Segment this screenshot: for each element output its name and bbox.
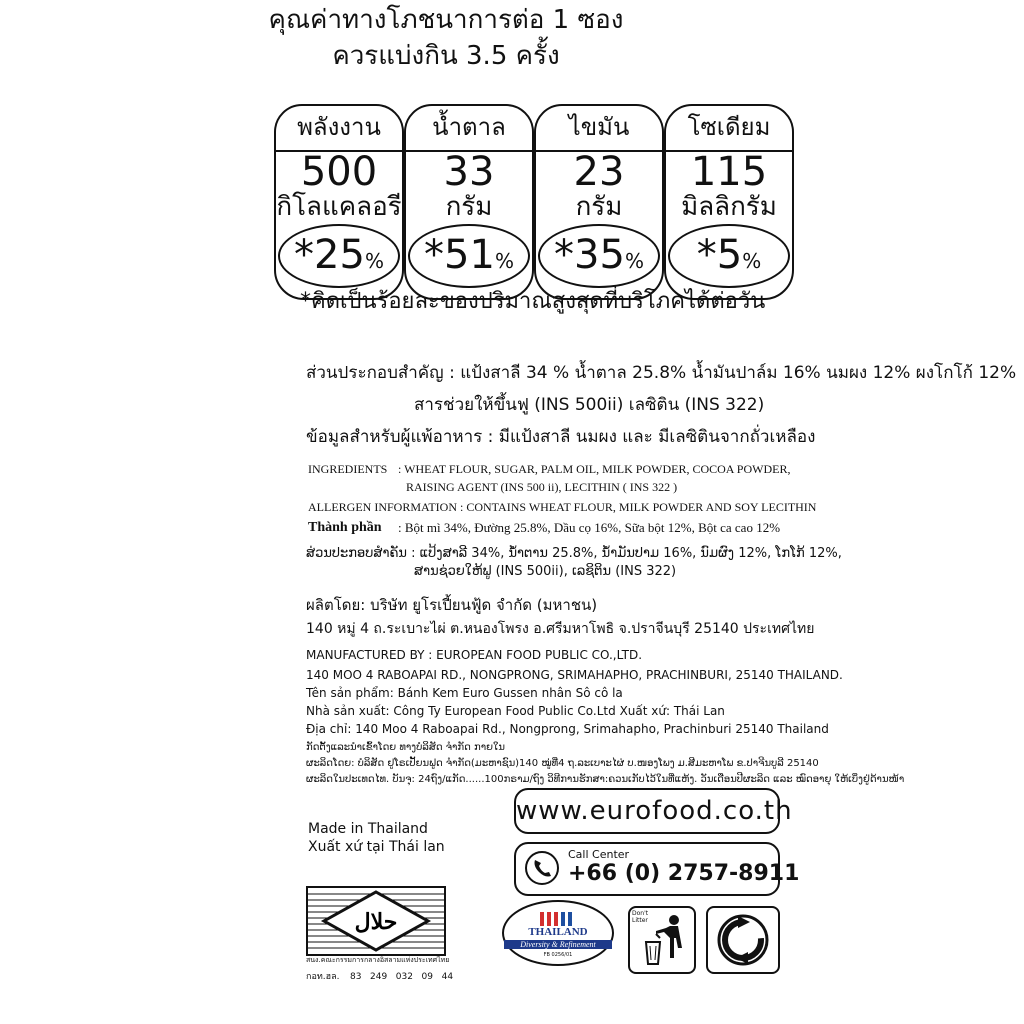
ingredients-en: : WHEAT FLOUR, SUGAR, PALM OIL, MILK POWDER, COCOA POWDER,: [398, 462, 791, 476]
ingredients-vn: : Bột mì 34%, Đường 25.8%, Dầu cọ 16%, Sữa bột 12%, Bột ca cao 12%: [398, 520, 781, 535]
gda-sugar: [404, 104, 534, 292]
ingredients-lao-2: ສານຊ່ວຍໃຫ້ຟູ (INS 500ii), ເລຊິຕິນ (INS 322): [414, 564, 677, 579]
ingredients-th: ส่วนประกอบสำคัญ : แป้งสาลี 34 % น้ำตาล 25.8% น้ำมันปาล์ม 16% นมผง 12% ผงโกโก้ 12%: [306, 363, 1017, 383]
svg-text:حلال: حلال: [354, 909, 398, 935]
thailand-brand-tagline: Diversity & Refinement: [504, 940, 612, 949]
manufacturer-vn: Nhà sản xuất: Công Ty European Food Public Co.Ltd Xuất xứ: Thái Lan: [306, 704, 725, 718]
dont-litter-label: Don't Litter: [632, 910, 649, 924]
gda-sodium: [664, 104, 794, 292]
manufacturer-lao: ຜະລິດໂດຍ: ບໍລິສັດ ຢູໂຣເປັ້ຍນຟູດ ຈຳກັດ(ມະຫາຊົນ)140 ໝູ່ທີ່4 ຖ.ລະເບາະໄຜ່ ບ.ໜອງໂພງ ມ.ສີມະຫາໂພ ຂ.ປາຈີນບູລີ 25140: [306, 758, 819, 769]
call-center-number[interactable]: +66 (0) 2757-8911: [568, 861, 800, 886]
gda-percent: *25%: [278, 224, 400, 288]
phone-icon: [524, 850, 560, 886]
recycle-icon: [706, 906, 780, 974]
website-box: [514, 788, 793, 834]
importer-lao: ກັດຕັ້ງແລະນຳເຂົ້າໂດຍ ທາງບໍລິສັດ ຈຳກັດ ກາຍໃນ: [306, 742, 506, 753]
allergen-en: ALLERGEN INFORMATION : CONTAINS WHEAT FLOUR, MILK POWDER AND SOY LECITHIN: [308, 500, 817, 514]
gda-value: 500: [300, 149, 378, 195]
ingredients-th-2: สารช่วยให้ขึ้นฟู (INS 500ii) เลซิติน (INS 322): [414, 395, 765, 415]
gda-fat: [534, 104, 664, 292]
storage-lao: ຜະລິດໃນປະເທດໄທ. ບັນຈຸ: 24ຖົງ/ແກັດ......100ກຣາມ/ຖົງ ວິທີການຮັກສາ:ຄວນເກັບໄວ້ໃນທີ່ແຫ້ງ. ວັນເດືອນປີຜະລິດ ແລະ ໝົດອາຍຸ ໃຫ້ເບິ່ງຢູ່ດ້ານໜ້າ: [306, 774, 905, 785]
gda-footnote: *คิดเป็นร้อยละของปริมาณสูงสุดที่บริโภคได้ต่อวัน: [300, 289, 766, 314]
gda-percent: *5%: [668, 224, 790, 288]
gda-value: 115: [690, 149, 768, 195]
serving-subheading: ควรแบ่งกิน 3.5 ครั้ง: [332, 41, 560, 71]
allergen-th: ข้อมูลสำหรับผู้แพ้อาหาร : มีแป้งสาลี นมผง และ มีเลซิตินจากถั่วเหลือง: [306, 427, 816, 447]
halal-code-label: กอท.ฮล.: [306, 972, 340, 982]
gda-label: โซเดียม: [664, 104, 794, 152]
gda-percent: *35%: [538, 224, 660, 288]
manufacturer-en-address: 140 MOO 4 RABOAPAI RD., NONGPRONG, SRIMAHAPHO, PRACHINBURI, 25140 THAILAND.: [306, 668, 843, 682]
ingredients-en-label: INGREDIENTS: [308, 462, 388, 476]
manufacturer-th-address: 140 หมู่ 4 ถ.ระเบาะไผ่ ต.หนองโพรง อ.ศรีมหาโพธิ จ.ปราจีนบุรี 25140 ประเทศไทย: [306, 621, 815, 637]
made-in-en: Made in Thailand: [308, 821, 428, 837]
product-name-vn: Tên sản phẩm: Bánh Kem Euro Gussen nhân Sô cô la: [306, 686, 623, 700]
thailand-brand-name: THAILAND: [528, 926, 588, 938]
dont-litter-icon: [628, 906, 696, 974]
address-vn: Địa chỉ: 140 Moo 4 Raboapai Rd., Nongprong, Srimahapho, Prachinburi 25140 Thailand: [306, 722, 829, 736]
gda-percent: *51%: [408, 224, 530, 288]
halal-logo-icon: [306, 886, 446, 956]
call-center-box: [514, 842, 800, 896]
serving-heading: คุณค่าทางโภชนาการต่อ 1 ซอง: [268, 5, 624, 35]
thailand-brand-code: FB 0256/01: [543, 952, 573, 958]
ingredients-lao: ສ່ວນປະກອບສຳຄັນ : ແປ້ງສາລີ 34%, ນ້ຳຕານ 25.8%, ນ້ຳມັນປາມ 16%, ນົມຜົງ 12%, ໂກໂກ້ 12%,: [306, 546, 842, 561]
gda-unit: กรัม: [575, 192, 623, 222]
website-url[interactable]: www.eurofood.co.th: [516, 796, 793, 826]
halal-code: 83 249 032 09 44: [350, 972, 454, 982]
gda-energy: [274, 104, 404, 292]
gda-label: พลังงาน: [274, 104, 404, 152]
made-in-vn: Xuất xứ tại Thái lan: [308, 839, 445, 855]
manufacturer-th: ผลิตโดย: บริษัท ยูโรเปี้ยนฟู้ด จำกัด (มหาชน): [306, 596, 598, 614]
halal-org: สนง.คณะกรรมการกลางอิสลามแห่งประเทศไทย: [306, 956, 450, 964]
gda-unit: กรัม: [445, 192, 493, 222]
manufacturer-en: MANUFACTURED BY : EUROPEAN FOOD PUBLIC CO.,LTD.: [306, 648, 643, 662]
gda-unit: มิลลิกรัม: [681, 192, 777, 222]
ingredients-vn-label: Thành phần: [308, 520, 382, 535]
call-center-label: Call Center: [568, 848, 630, 861]
gda-value: 33: [443, 149, 495, 195]
ingredients-en-2: RAISING AGENT (INS 500 ii), LECITHIN ( INS 322 ): [406, 480, 678, 494]
gda-unit: กิโลแคลอรี: [276, 192, 402, 222]
gda-label: น้ำตาล: [404, 104, 534, 152]
gda-value: 23: [573, 149, 625, 195]
thailand-brand-icon: [502, 900, 614, 966]
gda-label: ไขมัน: [534, 104, 664, 152]
